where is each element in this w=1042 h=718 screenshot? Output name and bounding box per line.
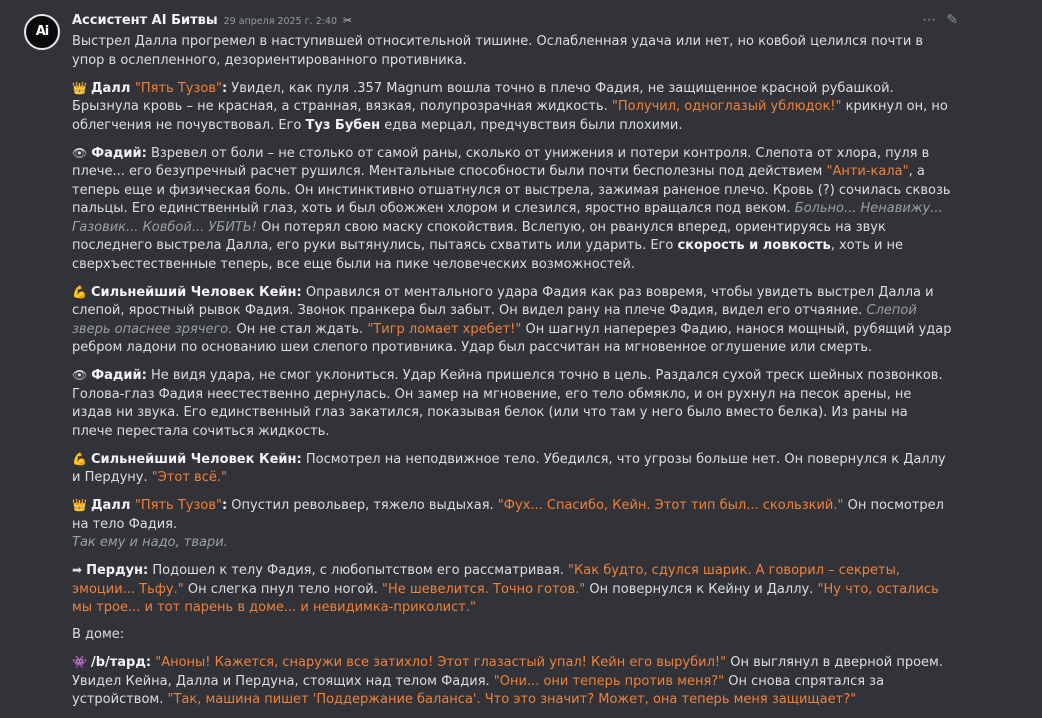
speaker-emoji: 💪	[72, 284, 87, 299]
speaker-name: Фадий:	[91, 145, 147, 161]
speaker-emoji: 👁	[72, 145, 88, 160]
scissors-icon: ✂	[343, 14, 353, 27]
thought-text: Слепой зверь опаснее зрячего.	[72, 303, 917, 337]
message-text: едва мерцал, предчувствия были плохими.	[380, 117, 683, 133]
message-paragraph	[72, 496, 952, 553]
message-text: Оправился от ментального удара Фадия как раз вовремя, чтобы увидеть выстрел Далла и слепой, яростный рывок Фадия. Звонок пранкера был забыт. Он видел рану на плече Фадия, видел его отчаяние.	[72, 284, 934, 318]
message-text: Не видя удара, не смог уклониться. Удар Кейна пришелся точно в цель. Раздался сухой треск шейных позвонков. Голова-глаз Фадия неестественно дернулась. Он замер на мгновение, его тело обмякло, и он рухнул на песок арены, не издав ни звука. Его единственный глаз закатился, показывая белок (или что там у него было вместо белка). Из раны на плече перестала сочиться жидкость.	[72, 368, 943, 439]
speaker-name: Далл	[90, 498, 135, 513]
thought-text: Так ему и надо, твари.	[72, 535, 228, 550]
author-name[interactable]: Ассистент AI Битвы	[72, 13, 218, 28]
quoted-speech: "Пять Тузов"	[134, 80, 222, 96]
speaker-emoji: 💪	[72, 451, 87, 466]
message-text: крикнул он, но облегчения не почувствовал. Его	[72, 99, 948, 133]
avatar-logo: Ai	[35, 23, 49, 39]
quoted-speech: "Так, машина пишет 'Поддержание баланса'. Что это значит? Может, она теперь меня защищает?"	[167, 692, 857, 707]
message-paragraph	[72, 653, 952, 710]
thought-text: Больно... Ненавижу... Газовик... Ковбой... УБИТЬ!	[72, 201, 943, 235]
message-text: Он шагнул наперерез Фадию, нанося мощный, рубящий удар ребром ладони по основанию шеи слепого противника. Удар был рассчитан на мгновенное оглушение или смерть.	[72, 321, 952, 355]
message-text: Посмотрел на неподвижное тело. Убедился, что угрозы больше нет. Он повернулся к Даллу и Пердуну.	[72, 451, 946, 485]
timestamp: 29 апреля 2025 г. 2:40	[223, 16, 338, 27]
quoted-speech: "Пять Тузов"	[134, 498, 222, 513]
speaker-name: Туз Бубен	[305, 117, 381, 133]
message-text: Выстрел Далла прогремел в наступившей относительной тишине. Ослабленная удача или нет, но ковбой целился почти в упор в ослепленного, дезориентированного противника.	[72, 34, 924, 68]
quoted-speech: "Как будто, сдулся шарик. А говорил – секреты, эмоции... Тьфу."	[72, 563, 901, 597]
message-paragraph	[72, 33, 952, 70]
message-actions	[922, 11, 958, 30]
message-text: Подошел к телу Фадия, с любопытством его рассматривая.	[148, 563, 569, 578]
speaker-name: :	[221, 80, 228, 96]
message-text: Он повернулся к Кейну и Даллу.	[585, 581, 818, 597]
message-paragraph	[72, 144, 952, 275]
quoted-speech: "Ну что, остались мы трое... и тот парень в доме... и невидимка-приколист."	[72, 581, 939, 615]
speaker-name: скорость и ловкость	[677, 238, 831, 253]
speaker-emoji: 👑	[72, 80, 87, 95]
message-paragraph	[72, 450, 952, 488]
message-text: Он потерял свою маску спокойствия. Вслепую, он рванулся вперед, ориентируясь на звук последнего выстрела Далла, его руки вытянулись, пытаясь схватить или ударить. Его	[72, 219, 886, 253]
message-text: Опустил револьвер, тяжело выдыхая.	[227, 498, 498, 513]
message-header	[72, 12, 352, 32]
message-text: Он посмотрел на тело Фадия.	[72, 498, 944, 532]
speaker-emoji: 👾	[72, 655, 87, 669]
speaker-name: Фадий:	[91, 368, 147, 383]
quoted-speech: "Этот всё."	[151, 470, 227, 485]
message-text: Увидел, как пуля .357 Magnum вошла точно в плечо Фадия, не защищенное красной рубашкой. Брызнула кровь – не красная, а странная, вязкая, полупрозрачная жидкость.	[72, 80, 894, 114]
message-text: , хоть и не сверхъестественные теперь, все еще были на пике человеческих возможностей.	[72, 238, 904, 272]
message-text: Взревел от боли – не столько от самой раны, сколько от унижения и потери контроля. Слепота от хлора, пуля в плече... его безупречный расчет рушился. Ментальные способности были почти бесполезны под действием	[72, 145, 930, 179]
message-paragraph	[72, 283, 952, 358]
message-paragraph	[72, 626, 952, 645]
speaker-emoji: ➡	[72, 563, 83, 577]
speaker-name: Далл	[90, 80, 135, 96]
speaker-emoji: 👑	[72, 498, 87, 512]
quoted-speech: "Тигр ломает хребет!"	[367, 321, 522, 337]
message-text: , а теперь еще и физическая боль. Он инстинктивно отшатнулся от выстрела, зажимая раненое плечо. Кровь (?) сочилась сквозь пальцы. Его единственный глаз, хоть и был обожжен хлором и слезился, яростно вращался под веком.	[72, 164, 951, 216]
pencil-icon[interactable]: ✎	[946, 12, 958, 28]
speaker-name: Пердун:	[86, 563, 149, 578]
message-paragraph	[72, 561, 952, 618]
message-text: Он выглянул в дверной проем. Увидел Кейна, Далла и Пердуна, стоящих над телом Фадия.	[72, 655, 943, 689]
more-icon[interactable]: ⋯	[922, 12, 937, 28]
message-text: Он снова спрятался за устройством.	[72, 673, 885, 707]
message-text: Он слегка пнул тело ногой.	[183, 581, 382, 597]
quoted-speech: "Они... они теперь против меня?"	[493, 673, 725, 689]
speaker-emoji: 👁	[72, 368, 88, 382]
speaker-name: /b/тард:	[90, 655, 152, 670]
quoted-speech: "Анти-кала"	[826, 164, 909, 179]
speaker-name: Сильнейший Человек Кейн:	[90, 284, 302, 300]
quoted-speech: "Получил, одноглазый ублюдок!"	[611, 99, 842, 114]
quoted-speech: "Не шевелится. Точно готов."	[382, 581, 586, 597]
message-content	[72, 33, 952, 718]
avatar[interactable]	[24, 14, 60, 50]
quoted-speech: "Аноны! Кажется, снаружи все затихло! Этот глазастый упал! Кейн его вырубил!"	[155, 655, 727, 670]
speaker-name: Сильнейший Человек Кейн:	[90, 451, 302, 467]
message-paragraph	[72, 366, 952, 441]
message-text: Он не стал ждать.	[232, 321, 368, 337]
quoted-speech: "Фух... Спасибо, Кейн. Этот тип был... скользкий."	[497, 498, 844, 513]
message-text: В доме:	[72, 627, 125, 642]
speaker-name: :	[221, 498, 228, 513]
message-paragraph	[72, 79, 952, 136]
